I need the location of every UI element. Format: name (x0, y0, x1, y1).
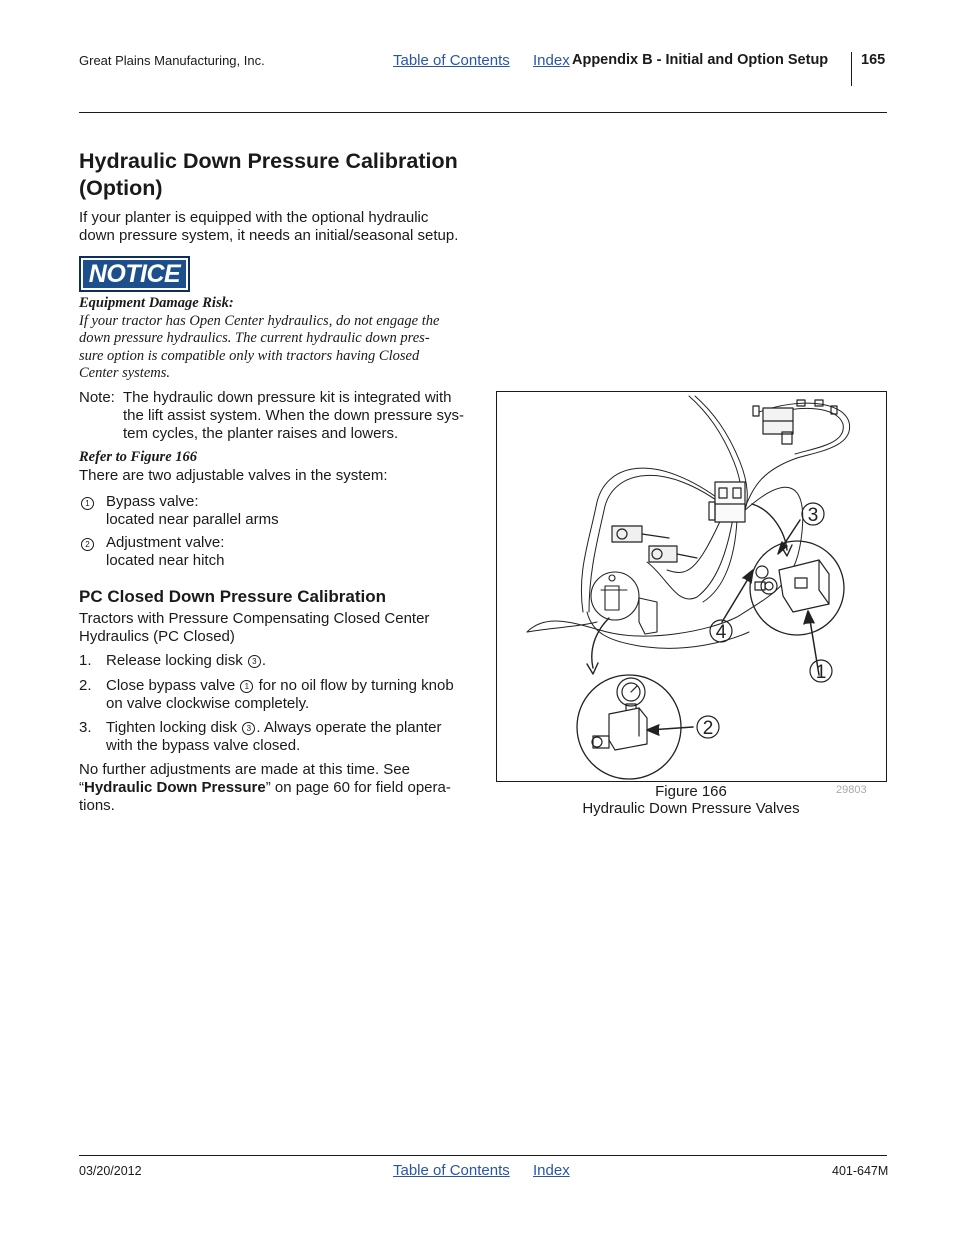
step-text: Tighten locking disk (106, 719, 242, 736)
notice-line: down pressure hydraulics. The current hydraulic down pres- (79, 330, 430, 346)
step-number: 1. (79, 652, 92, 669)
step-text-line2: on valve clockwise completely. (106, 695, 310, 712)
callout-label: 4 (715, 622, 727, 643)
footer-rule (79, 1155, 887, 1156)
page-number: 165 (861, 52, 886, 68)
figure-number: Figure 166 (655, 783, 727, 800)
pc-line: Hydraulics (PC Closed) (79, 628, 235, 645)
callout-number: 1 (240, 680, 253, 693)
step-text-line2: with the bypass valve closed. (106, 737, 301, 754)
notice-line: If your tractor has Open Center hydraulics, do not engage the (79, 312, 440, 329)
figure-code: 29803 (836, 784, 867, 796)
step-text-end: for no oil flow by turning knob (254, 677, 454, 694)
callout-label: 1 (815, 662, 827, 683)
footer-toc-link[interactable]: Table of Contents (393, 1162, 510, 1179)
intro-paragraph (79, 209, 474, 245)
valve-location: located near hitch (106, 552, 225, 569)
closing-paragraph (79, 761, 474, 815)
step-number: 2. (79, 677, 92, 694)
section-subtitle: PC Closed Down Pressure Calibration (79, 587, 387, 606)
step-text-end: . Always operate the planter (256, 719, 442, 736)
footer-doc-number: 401-647M (832, 1164, 889, 1178)
footer-date: 03/20/2012 (79, 1164, 142, 1178)
pc-paragraph (79, 610, 474, 646)
notice-heading: Equipment Damage Risk: (79, 295, 234, 311)
closing-line: No further adjustments are made at this time. See (79, 761, 410, 778)
callout-number: 3 (242, 722, 255, 735)
notice-line: sure option is compatible only with tractors having Closed (79, 347, 420, 364)
header-section-title: Appendix B - Initial and Option Setup (572, 52, 829, 68)
note-line: The hydraulic down pressure kit is integrated with (123, 389, 452, 406)
callout-number: 1 (81, 497, 94, 510)
header-index-link[interactable]: Index (533, 52, 570, 69)
note-line: tem cycles, the planter raises and lowers. (123, 425, 399, 442)
notice-label: NOTICE (88, 259, 181, 288)
figure-reference: Refer to Figure 166 (79, 449, 198, 465)
callout-number: 3 (248, 655, 261, 668)
footer-index-link[interactable]: Index (533, 1162, 570, 1179)
hydraulic-diagram-illustration (497, 392, 886, 781)
pc-line: Tractors with Pressure Compensating Closed Center (79, 610, 430, 627)
header-rule (79, 112, 887, 113)
header-company: Great Plains Manufacturing, Inc. (79, 53, 265, 68)
note-line: the lift assist system. When the down pressure sys- (123, 407, 464, 424)
step-text: Close bypass valve (106, 677, 240, 694)
valves-intro: There are two adjustable valves in the system: (79, 467, 388, 484)
figure-caption (560, 783, 822, 817)
closing-line: tions. (79, 797, 115, 814)
valve-name: Bypass valve: (106, 493, 199, 510)
step-text: Release locking disk (106, 652, 247, 669)
notice-badge (79, 256, 190, 292)
cross-reference[interactable]: Hydraulic Down Pressure (84, 779, 266, 796)
header-toc-link[interactable]: Table of Contents (393, 52, 510, 69)
figure-title: Hydraulic Down Pressure Valves (582, 800, 800, 817)
header-divider (851, 52, 852, 86)
callout-label: 2 (702, 718, 714, 739)
note-label: Note: (79, 389, 115, 406)
step-text-end: . (261, 652, 267, 669)
notice-body (79, 295, 474, 383)
page-title (79, 148, 474, 202)
figure-frame (496, 391, 887, 782)
callout-number: 2 (81, 538, 94, 551)
notice-line: Center systems. (79, 365, 171, 381)
closing-text: ” on page 60 for field opera- (265, 779, 451, 796)
intro-line: down pressure system, it needs an initial/seasonal setup. (79, 227, 459, 244)
page-title-line2: (Option) (79, 176, 163, 200)
closing-quote: “ (79, 779, 84, 796)
valve-name: Adjustment valve: (106, 534, 225, 551)
intro-line: If your planter is equipped with the optional hydraulic (79, 209, 429, 226)
valve-location: located near parallel arms (106, 511, 279, 528)
page-title-line1: Hydraulic Down Pressure Calibration (79, 149, 458, 173)
step-number: 3. (79, 719, 92, 736)
callout-label: 3 (807, 505, 819, 526)
